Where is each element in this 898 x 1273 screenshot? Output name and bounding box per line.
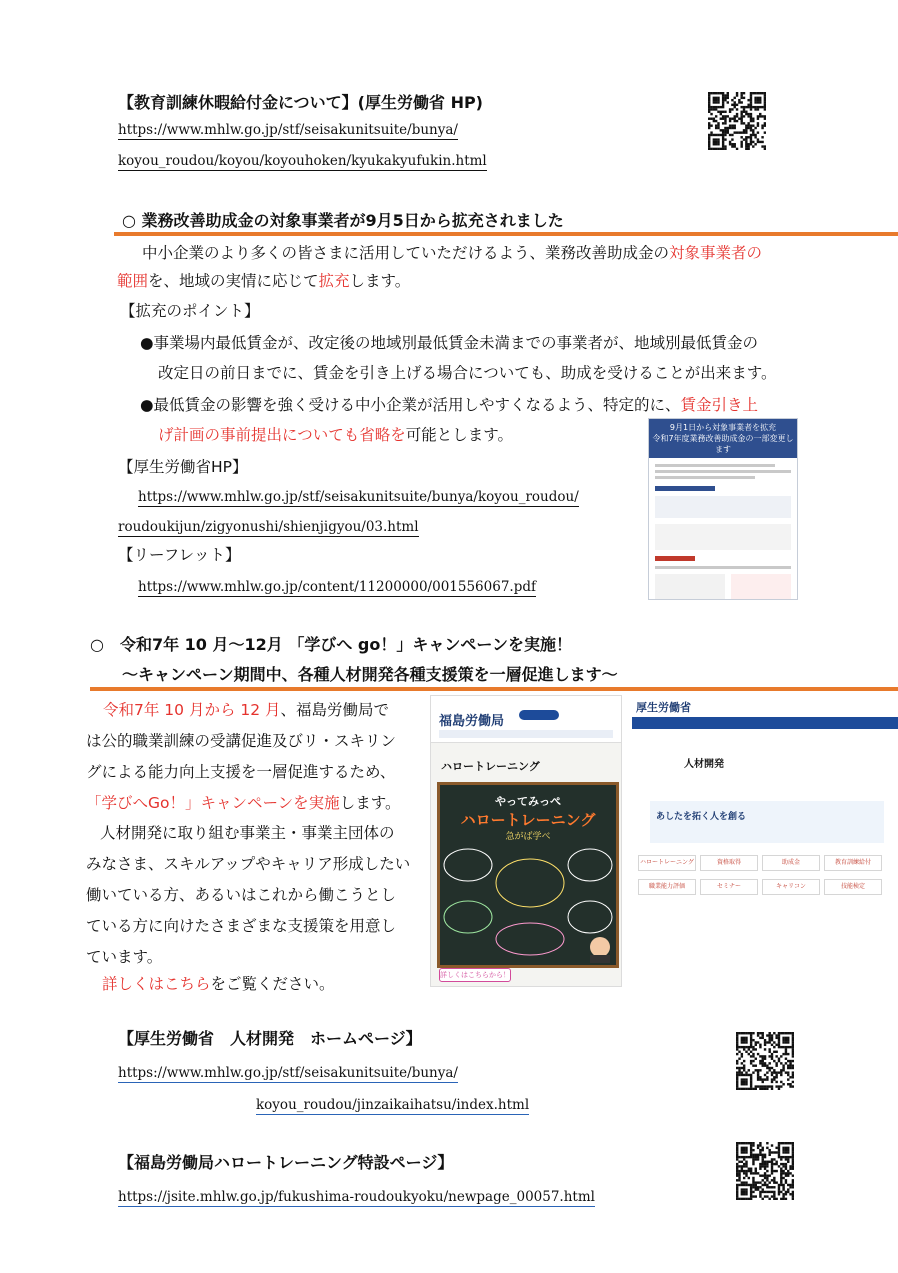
point1-line1: ●事業場内最低賃金が、改定後の地域別最低賃金未満までの事業者が、地域別最低賃金の	[140, 334, 759, 352]
poster-detail-button[interactable]: 詳しくはこちらから！	[439, 968, 511, 982]
web-tile[interactable]: 教育訓練給付	[824, 855, 882, 871]
poster-site-header	[431, 696, 621, 743]
campaign-para1-cont: は公的職業訓練の受講促進及びリ・スキリン グによる能力向上支援を一層促進するため、 「学びへGo！」キャンペーンを実施します。	[86, 732, 401, 812]
point2-line2: げ計画の事前提出についても省略を可能とします。	[158, 426, 513, 444]
qr-code-icon[interactable]	[708, 92, 766, 150]
web-tile[interactable]: 資格取得	[700, 855, 758, 871]
campaign-para2: みなさま、スキルアップやキャリア形成したい 働いている方、あるいはこれから働こうとし ている方に向けたさまざまな支援策を用意し ています。	[86, 855, 411, 966]
web-tile[interactable]: ハロートレーニング	[638, 855, 696, 871]
leaflet-heading: 【リーフレット】	[118, 546, 241, 564]
mhlw-hp-url-line1[interactable]: https://www.mhlw.go.jp/stf/seisakunitsuite/bunya/koyou_roudou/	[138, 489, 579, 505]
web-tile[interactable]: 助成金	[762, 855, 820, 871]
section-divider	[114, 232, 898, 236]
poster-sign1: やってみっぺ	[495, 795, 561, 808]
poster-sign3: 急がば学べ	[505, 832, 551, 842]
point2-line1: ●最低賃金の影響を強く受ける中小企業が活用しやすくなるよう、特定的に、賃金引き上	[140, 396, 759, 414]
kyuka-url-line1[interactable]: https://www.mhlw.go.jp/stf/seisakunitsuite/bunya/	[118, 122, 458, 138]
mhlw-jinzaikaihatsu-screenshot[interactable]	[632, 695, 898, 935]
poster-chalk-bubbles	[440, 843, 616, 963]
leaflet-thumb-header: 9月1日から対象事業者を拡充 令和7年度業務改善助成金の一部変更します	[649, 419, 797, 458]
mhlw-hp-heading: 【厚生労働省HP】	[118, 458, 248, 476]
jinzai-hp-url-line1[interactable]: https://www.mhlw.go.jp/stf/seisakunitsuite/bunya/	[118, 1065, 458, 1081]
mhlw-hp-url-line2[interactable]: roudoukijun/zigyonushi/shienjigyou/03.html	[118, 519, 419, 535]
section-divider	[90, 687, 898, 691]
joseikin-section-title: ○ 業務改善助成金の対象事業者が9月5日から拡充されました	[122, 211, 564, 230]
leaflet-thumb-body	[649, 458, 797, 600]
fukushima-hp-heading: 【福島労働局ハロートレーニング特設ページ】	[118, 1153, 454, 1172]
poster-page-title: ハロートレーニング	[441, 760, 540, 773]
web-banner: あしたを拓く人を創る	[650, 801, 884, 843]
poster-home-pill	[519, 710, 559, 720]
poster-chalkboard	[437, 782, 619, 968]
poster-nav-bar	[439, 730, 613, 738]
web-ministry-logo: 厚生労働省	[636, 701, 691, 714]
leaflet-thumbnail[interactable]	[648, 418, 798, 600]
poster-sign2: ハロートレーニング	[460, 811, 596, 829]
kyuka-url-line2[interactable]: koyou_roudou/koyou/koyouhoken/kyukakyufukin.html	[118, 153, 487, 169]
web-tile[interactable]: 技能検定	[824, 879, 882, 895]
qr-code-icon[interactable]	[736, 1032, 794, 1090]
jinzai-hp-url-line2[interactable]: koyou_roudou/jinzaikaihatsu/index.html	[256, 1097, 530, 1113]
qr-code-icon[interactable]	[736, 1142, 794, 1200]
joseikin-intro-line2: 範囲を、地域の実情に応じて拡充します。	[117, 272, 411, 290]
point1-line2: 改定日の前日までに、賃金を引き上げる場合についても、助成を受けることが出来ます。	[158, 364, 777, 382]
joseikin-intro-line1: 中小企業のより多くの皆さまに活用していただけるよう、業務改善助成金の対象事業者の	[142, 244, 763, 262]
web-tile[interactable]: セミナー	[700, 879, 758, 895]
hello-training-poster[interactable]	[430, 695, 622, 987]
web-tile[interactable]: キャリコン	[762, 879, 820, 895]
jinzai-hp-heading: 【厚生労働省 人材開発 ホームページ】	[118, 1029, 422, 1048]
campaign-para2-first: 人材開発に取り組む事業主・事業主団体の	[100, 824, 395, 842]
kyuka-heading: 【教育訓練休暇給付金について】(厚生労働省 HP)	[118, 93, 483, 112]
web-tile[interactable]: 職業能力評価	[638, 879, 696, 895]
web-nav-bar	[632, 717, 898, 729]
points-heading: 【拡充のポイント】	[120, 302, 260, 320]
campaign-title-line1: ○ 令和7年 10 月～12月 「学びへ go！」キャンペーンを実施！	[90, 635, 573, 654]
leaflet-url[interactable]: https://www.mhlw.go.jp/content/11200000/001556067.pdf	[138, 579, 536, 595]
campaign-para1: 令和7年 10 月から 12 月、福島労働局で	[103, 701, 390, 719]
web-page-title: 人材開発	[684, 759, 724, 770]
campaign-detail-link[interactable]: 詳しくはこちらをご覧ください。	[102, 975, 335, 993]
fukushima-hp-url[interactable]: https://jsite.mhlw.go.jp/fukushima-roudoukyoku/newpage_00057.html	[118, 1189, 595, 1205]
poster-office-name: 福島労働局	[439, 714, 505, 729]
campaign-title-line2: ～キャンペーン期間中、各種人材開発各種支援策を一層促進します～	[122, 665, 618, 684]
